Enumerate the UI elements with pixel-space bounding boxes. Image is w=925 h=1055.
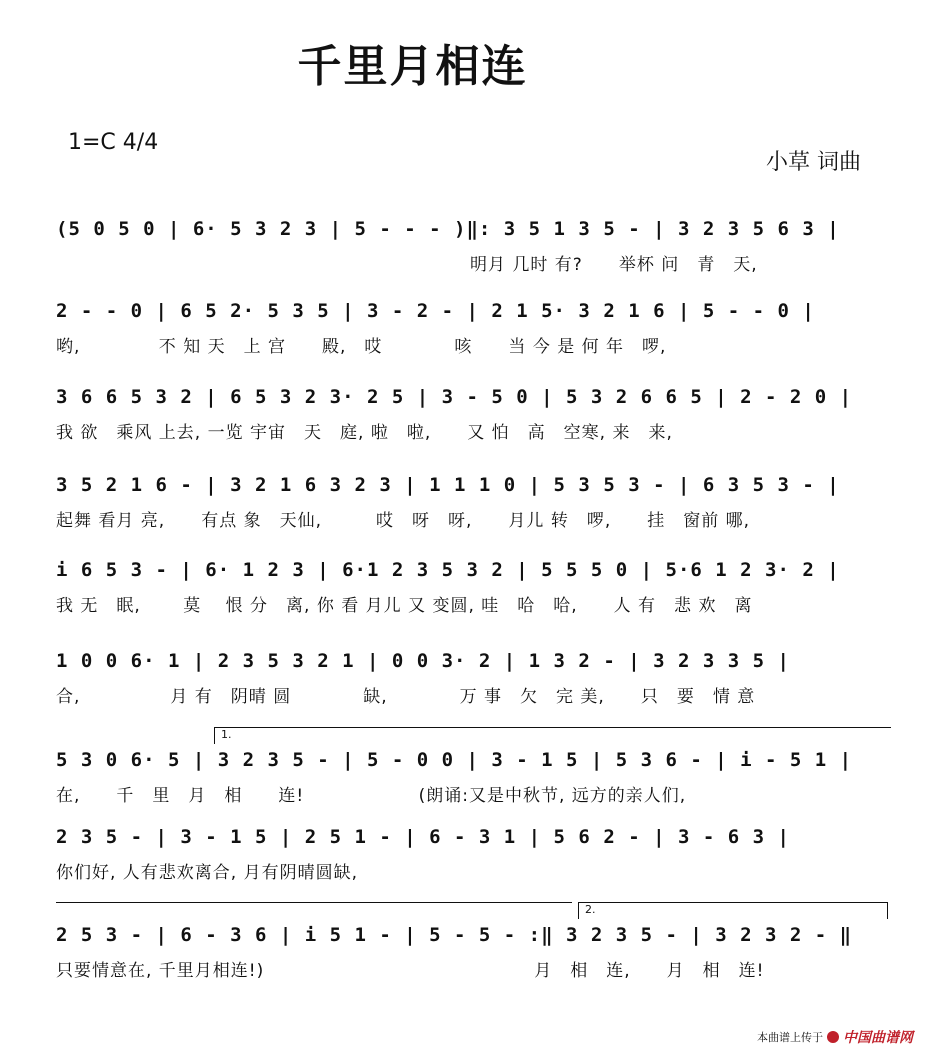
notes: 5 3 0 6· 5 | 3 2 3 5 - | 5 - 0 0 | 3 - 1 5 | 5 3 6 - | i - 5 1 | xyxy=(56,749,853,771)
notes: 2 3 5 - | 3 - 1 5 | 2 5 1 - | 6 - 3 1 | 5 6 2 - | 3 - 6 3 | xyxy=(56,826,790,848)
lyrics: 合, 月 有 阴晴 圆 缺, 万 事 欠 完 美, 只 要 情 意 xyxy=(56,687,756,707)
lyrics: 你们好, 人有悲欢离合, 月有阴晴圆缺, xyxy=(56,863,359,883)
lyrics: 起舞 看月 亮, 有点 象 天仙, 哎 呀 呀, 月儿 转 啰, 挂 窗前 哪, xyxy=(56,511,751,531)
lyrics: 哟, 不 知 天 上 宫 殿, 哎 咳 当 今 是 何 年 啰, xyxy=(56,337,667,357)
score-row-6 xyxy=(56,646,888,707)
lyrics: 只要情意在, 千里月相连!) 月 相 连, 月 相 连! xyxy=(56,961,765,981)
author-credit: 小草 词曲 xyxy=(766,150,861,175)
notes: 2 5 3 - | 6 - 3 6 | i 5 1 - | 5 - 5 - :‖ 3 2 3 5 - | 3 2 3 2 - ‖ xyxy=(56,924,853,946)
notes: i 6 5 3 - | 6· 1 2 3 | 6·1 2 3 5 3 2 | 5 5 5 0 | 5·6 1 2 3· 2 | xyxy=(56,559,840,581)
key-signature: 1=C 4/4 xyxy=(68,130,159,155)
notes: 3 6 6 5 3 2 | 6 5 3 2 3· 2 5 | 3 - 5 0 | 5 3 2 6 6 5 | 2 - 2 0 | xyxy=(56,386,853,408)
volta-1: 1. xyxy=(214,727,891,744)
lyrics: 我 无 眠, 莫 恨 分 离, 你 看 月儿 又 变圆, 哇 哈 哈, 人 有 悲 欢 离 xyxy=(56,596,753,616)
score-row-3 xyxy=(56,382,888,443)
score-row-2 xyxy=(56,296,888,357)
volta-1-continued xyxy=(56,902,572,919)
score-row-5 xyxy=(56,555,888,616)
lyrics: 在, 千 里 月 相 连! (朗诵:又是中秋节, 远方的亲人们, xyxy=(56,786,687,806)
score-row-8 xyxy=(56,822,888,883)
site-logo[interactable]: 中国曲谱网 xyxy=(843,1030,913,1046)
notes: 2 - - 0 | 6 5 2· 5 3 5 | 3 - 2 - | 2 1 5· 3 2 1 6 | 5 - - 0 | xyxy=(56,300,815,322)
score-row-7 xyxy=(56,745,888,806)
notes: (5 0 5 0 | 6· 5 3 2 3 | 5 - - - )‖: 3 5 1 3 5 - | 3 2 3 5 6 3 | xyxy=(56,218,840,240)
volta-2: 2. xyxy=(578,902,888,919)
score-row-4 xyxy=(56,470,888,531)
score-row-9 xyxy=(56,920,888,981)
lyrics: 明月 几时 有? 举杯 问 青 天, xyxy=(56,255,758,275)
song-title: 千里月相连 xyxy=(297,41,528,92)
score-row-1 xyxy=(56,214,888,275)
footer-text: 本曲谱上传于 xyxy=(757,1031,823,1044)
site-logo-icon xyxy=(827,1031,839,1043)
footer xyxy=(757,1027,913,1047)
lyrics: 我 欲 乘风 上去, 一览 宇宙 天 庭, 啦 啦, 又 怕 高 空寒, 来 来, xyxy=(56,423,673,443)
notes: 1 0 0 6· 1 | 2 3 5 3 2 1 | 0 0 3· 2 | 1 3 2 - | 3 2 3 3 5 | xyxy=(56,650,790,672)
notes: 3 5 2 1 6 - | 3 2 1 6 3 2 3 | 1 1 1 0 | 5 3 5 3 - | 6 3 5 3 - | xyxy=(56,474,840,496)
